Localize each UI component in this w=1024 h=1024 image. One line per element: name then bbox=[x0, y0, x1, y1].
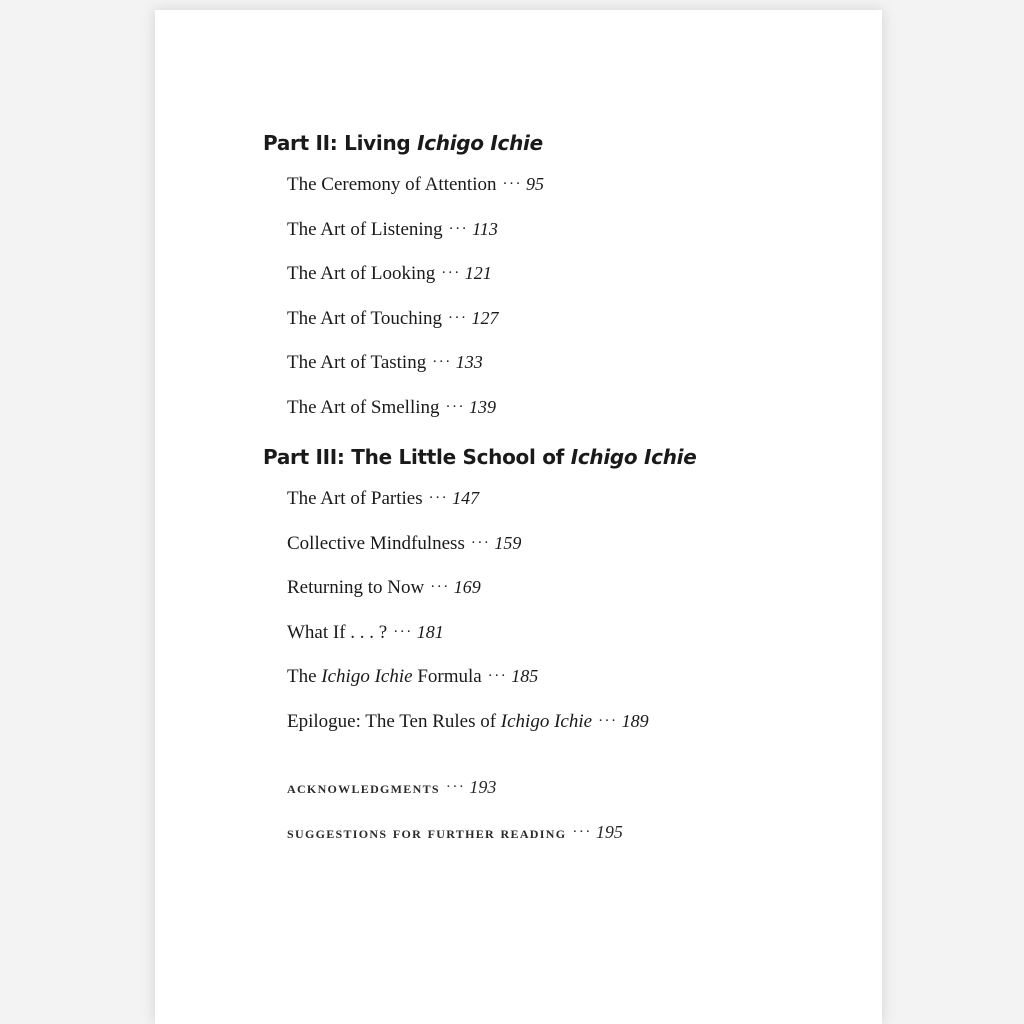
page-number: 147 bbox=[452, 488, 480, 508]
part-heading-italic: Ichigo Ichie bbox=[417, 131, 543, 155]
part-heading-italic: Ichigo Ichie bbox=[570, 445, 697, 469]
entry-title: suggestions for further reading bbox=[287, 822, 567, 842]
page-number: 185 bbox=[511, 666, 539, 686]
leader-dots: ··· bbox=[428, 490, 449, 506]
entry-title: The Ceremony of Attention bbox=[287, 174, 497, 195]
leader-dots: ··· bbox=[430, 579, 450, 595]
toc-entry bbox=[287, 251, 842, 296]
entry-title: What If . . . ? bbox=[287, 621, 388, 643]
page-number: 95 bbox=[525, 174, 544, 194]
toc-entry bbox=[287, 296, 842, 341]
toc-entry-list bbox=[263, 476, 842, 743]
leader-dots: ··· bbox=[598, 712, 618, 729]
page-number: 127 bbox=[471, 307, 499, 328]
leader-dots: ··· bbox=[470, 534, 491, 551]
entry-title-suffix: Formula bbox=[412, 666, 482, 687]
leader-dots: ··· bbox=[445, 779, 466, 795]
toc-entry bbox=[287, 565, 842, 610]
leader-dots: ··· bbox=[448, 220, 469, 237]
page-number: 195 bbox=[595, 821, 623, 842]
back-matter-list bbox=[263, 765, 842, 854]
leader-dots: ··· bbox=[445, 398, 466, 415]
toc-entry bbox=[287, 207, 842, 252]
entry-title: The Art of Tasting bbox=[287, 352, 427, 373]
entry-title-italic: Ichigo Ichie bbox=[500, 710, 593, 732]
leader-dots: ··· bbox=[432, 354, 452, 370]
entry-title: acknowledgments bbox=[287, 778, 440, 797]
entry-title: The Art of Looking bbox=[287, 263, 436, 284]
entry-title-prefix: Epilogue: The Ten Rules of bbox=[287, 710, 501, 732]
toc-entry bbox=[287, 610, 842, 655]
leader-dots: ··· bbox=[487, 668, 508, 684]
toc-entry-list bbox=[263, 162, 842, 429]
part-heading-text: Part III: The Little School of bbox=[263, 445, 571, 469]
entry-title: Collective Mindfulness bbox=[287, 532, 465, 554]
part-heading-text: Part II: Living bbox=[263, 131, 418, 155]
entry-title: The Art of Touching bbox=[287, 307, 443, 329]
page-number: 181 bbox=[416, 621, 444, 642]
page-number: 139 bbox=[469, 396, 497, 417]
part-heading bbox=[263, 128, 842, 158]
table-of-contents bbox=[263, 128, 842, 854]
toc-entry bbox=[287, 476, 842, 521]
book-page bbox=[155, 10, 882, 1024]
toc-entry bbox=[287, 340, 842, 385]
toc-entry bbox=[287, 162, 842, 207]
toc-entry bbox=[287, 521, 842, 566]
entry-title: The Art of Parties bbox=[287, 488, 423, 509]
entry-title: The Art of Smelling bbox=[287, 396, 440, 418]
entry-title: Returning to Now bbox=[287, 577, 425, 598]
entry-title: The Art of Listening bbox=[287, 218, 443, 240]
page-number: 193 bbox=[469, 777, 497, 797]
page-number: 113 bbox=[472, 218, 498, 239]
page-number: 169 bbox=[453, 577, 481, 597]
page-number: 133 bbox=[455, 352, 483, 372]
part-heading bbox=[263, 442, 842, 472]
leader-dots: ··· bbox=[393, 623, 413, 640]
toc-entry-back-matter bbox=[287, 810, 842, 855]
page-number: 189 bbox=[621, 710, 649, 731]
toc-entry bbox=[287, 654, 842, 699]
toc-entry-back-matter bbox=[287, 765, 842, 810]
leader-dots: ··· bbox=[502, 176, 522, 192]
leader-dots: ··· bbox=[572, 823, 592, 840]
leader-dots: ··· bbox=[441, 265, 461, 281]
entry-title-prefix: The bbox=[287, 666, 322, 687]
page-number: 121 bbox=[464, 263, 492, 283]
leader-dots: ··· bbox=[448, 309, 468, 326]
page-number: 159 bbox=[494, 532, 522, 553]
toc-entry bbox=[287, 699, 842, 744]
entry-title-italic: Ichigo Ichie bbox=[321, 666, 413, 687]
toc-entry bbox=[287, 385, 842, 430]
